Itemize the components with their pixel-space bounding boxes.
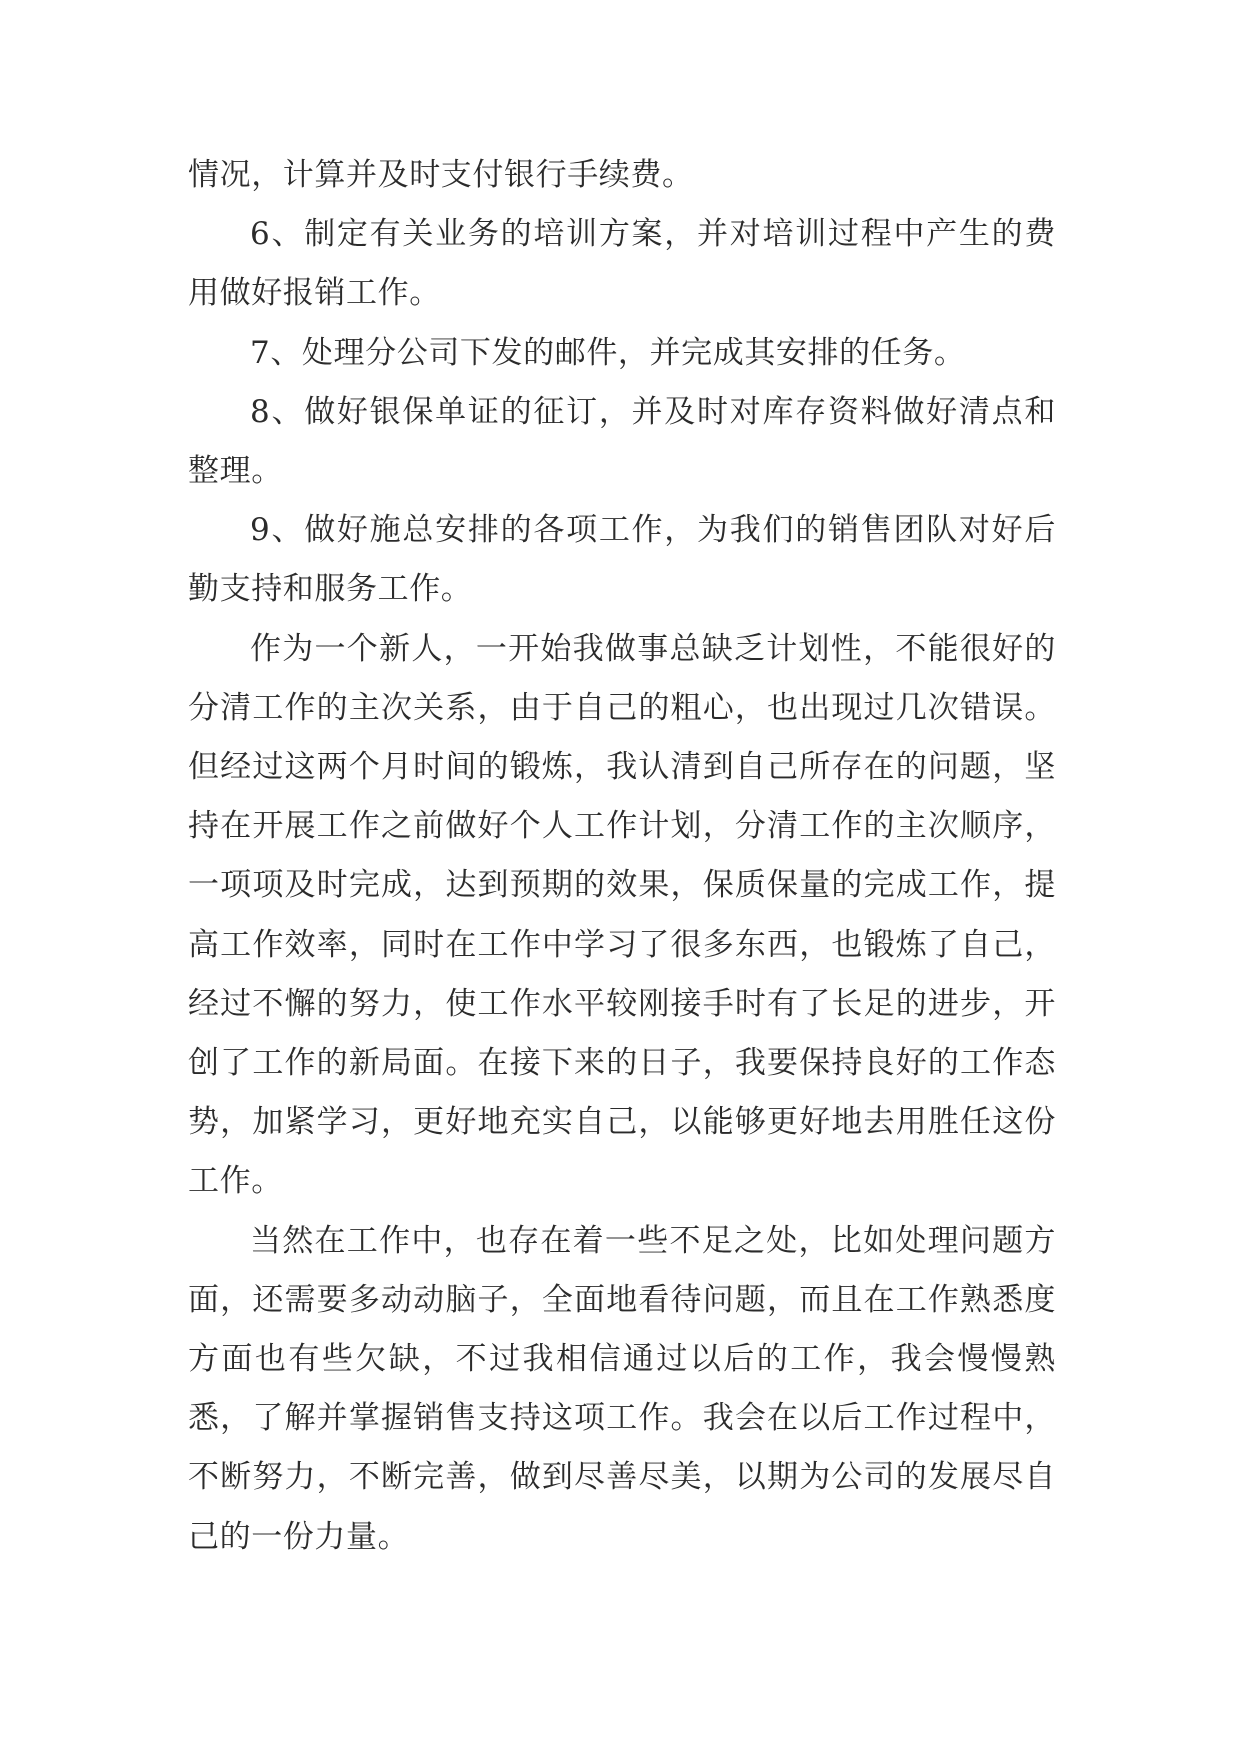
paragraph-continuation: 情况，计算并及时支付银行手续费。: [188, 157, 694, 193]
list-item-9: 9、做好施总安排的各项工作，为我们的销售团队对好后勤支持和服务工作。: [188, 512, 1056, 608]
paragraph-shortcomings: 当然在工作中，也存在着一些不足之处，比如处理问题方面，还需要多动动脑子，全面地看待问题，而且在工作熟悉度方面也有些欠缺，不过我相信通过以后的工作，我会慢慢熟悉，了解并掌握销售支持这项工作。我会在以后工作过程中，不断努力，不断完善，做到尽善尽美，以期为公司的发展尽自己的一份力量。: [188, 1222, 1056, 1555]
list-item-7: 7、处理分公司下发的邮件，并完成其安排的任务。: [250, 334, 966, 371]
list-item-8: 8、做好银保单证的征订，并及时对库存资料做好清点和整理。: [188, 393, 1056, 490]
document-body: [188, 146, 1056, 1567]
list-item-6: 6、制定有关业务的培训方案，并对培训过程中产生的费用做好报销工作。: [188, 216, 1056, 312]
paragraph-self-review: 作为一个新人，一开始我做事总缺乏计划性，不能很好的分清工作的主次关系，由于自己的粗心，也出现过几次错误。但经过这两个月时间的锻炼，我认清到自己所存在的问题，坚持在开展工作之前做好个人工作计划，分清工作的主次顺序，一项项及时完成，达到预期的效果，保质保量的完成工作，提高工作效率，同时在工作中学习了很多东西，也锻炼了自己，经过不懈的努力，使工作水平较刚接手时有了长足的进步，开创了工作的新局面。在接下来的日子，我要保持良好的工作态势，加紧学习，更好地充实自己，以能够更好地去用胜任这份工作。: [188, 630, 1056, 1200]
